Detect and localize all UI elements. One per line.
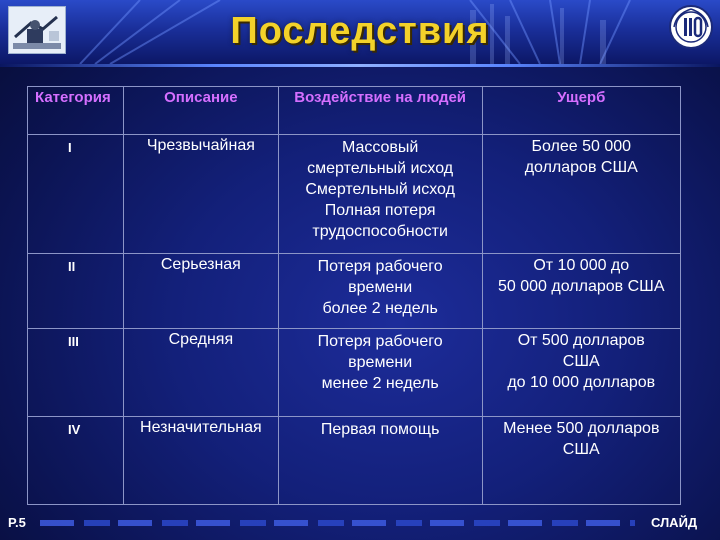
consequences-table xyxy=(27,86,681,505)
impact-line: смертельный исход xyxy=(307,160,454,177)
damage-cell xyxy=(482,135,681,254)
category-cell: II xyxy=(28,254,124,329)
column-header-description: Описание xyxy=(123,87,278,135)
category-cell: III xyxy=(28,329,124,417)
impact-line: трудоспособности xyxy=(312,223,448,240)
column-header-damage: Ущерб xyxy=(482,87,681,135)
table-row xyxy=(28,135,681,254)
damage-line: долларов США xyxy=(524,159,638,176)
damage-cell xyxy=(482,329,681,417)
description-cell: Чрезвычайная xyxy=(123,135,278,254)
slide-label: СЛАЙД xyxy=(651,515,698,530)
table-row xyxy=(28,254,681,329)
description-cell: Незначительная xyxy=(123,417,278,505)
impact-line: времени xyxy=(348,279,413,296)
slide-header xyxy=(0,0,720,64)
impact-cell xyxy=(278,254,482,329)
impact-line: времени xyxy=(348,354,413,371)
description-cell: Средняя xyxy=(123,329,278,417)
damage-line: США xyxy=(562,441,600,458)
impact-line: Потеря рабочего xyxy=(317,333,443,350)
impact-line: Массовый xyxy=(341,139,419,156)
damage-line: США xyxy=(562,353,600,370)
column-header-impact: Воздействие на людей xyxy=(278,87,482,135)
impact-line: Смертельный исход xyxy=(305,181,455,198)
description-cell: Серьезная xyxy=(123,254,278,329)
impact-line: более 2 недель xyxy=(322,300,438,317)
impact-line: менее 2 недель xyxy=(321,375,439,392)
damage-line: От 10 000 до xyxy=(533,257,630,274)
damage-cell xyxy=(482,254,681,329)
category-cell: IV xyxy=(28,417,124,505)
table-header-row xyxy=(28,87,681,135)
footer-decoration-bar xyxy=(40,520,635,526)
header-separator xyxy=(0,64,720,67)
table-row xyxy=(28,329,681,417)
impact-line: Первая помощь xyxy=(320,421,440,438)
column-header-category: Категория xyxy=(28,87,124,135)
damage-line: От 500 долларов xyxy=(517,332,645,349)
slide-title: Последствия xyxy=(230,10,490,52)
category-cell: I xyxy=(28,135,124,254)
impact-line: Полная потеря xyxy=(324,202,436,219)
impact-line: Потеря рабочего xyxy=(317,258,443,275)
impact-cell xyxy=(278,417,482,505)
page-number-label: P.5 xyxy=(8,515,26,530)
damage-line: Более 50 000 xyxy=(531,138,632,155)
table-row xyxy=(28,417,681,505)
damage-line: до 10 000 долларов xyxy=(507,374,656,391)
damage-cell xyxy=(482,417,681,505)
impact-cell xyxy=(278,329,482,417)
damage-line: Менее 500 долларов xyxy=(503,420,660,437)
impact-cell xyxy=(278,135,482,254)
damage-line: 50 000 долларов США xyxy=(498,278,665,295)
ilo-emblem-icon xyxy=(668,4,714,50)
